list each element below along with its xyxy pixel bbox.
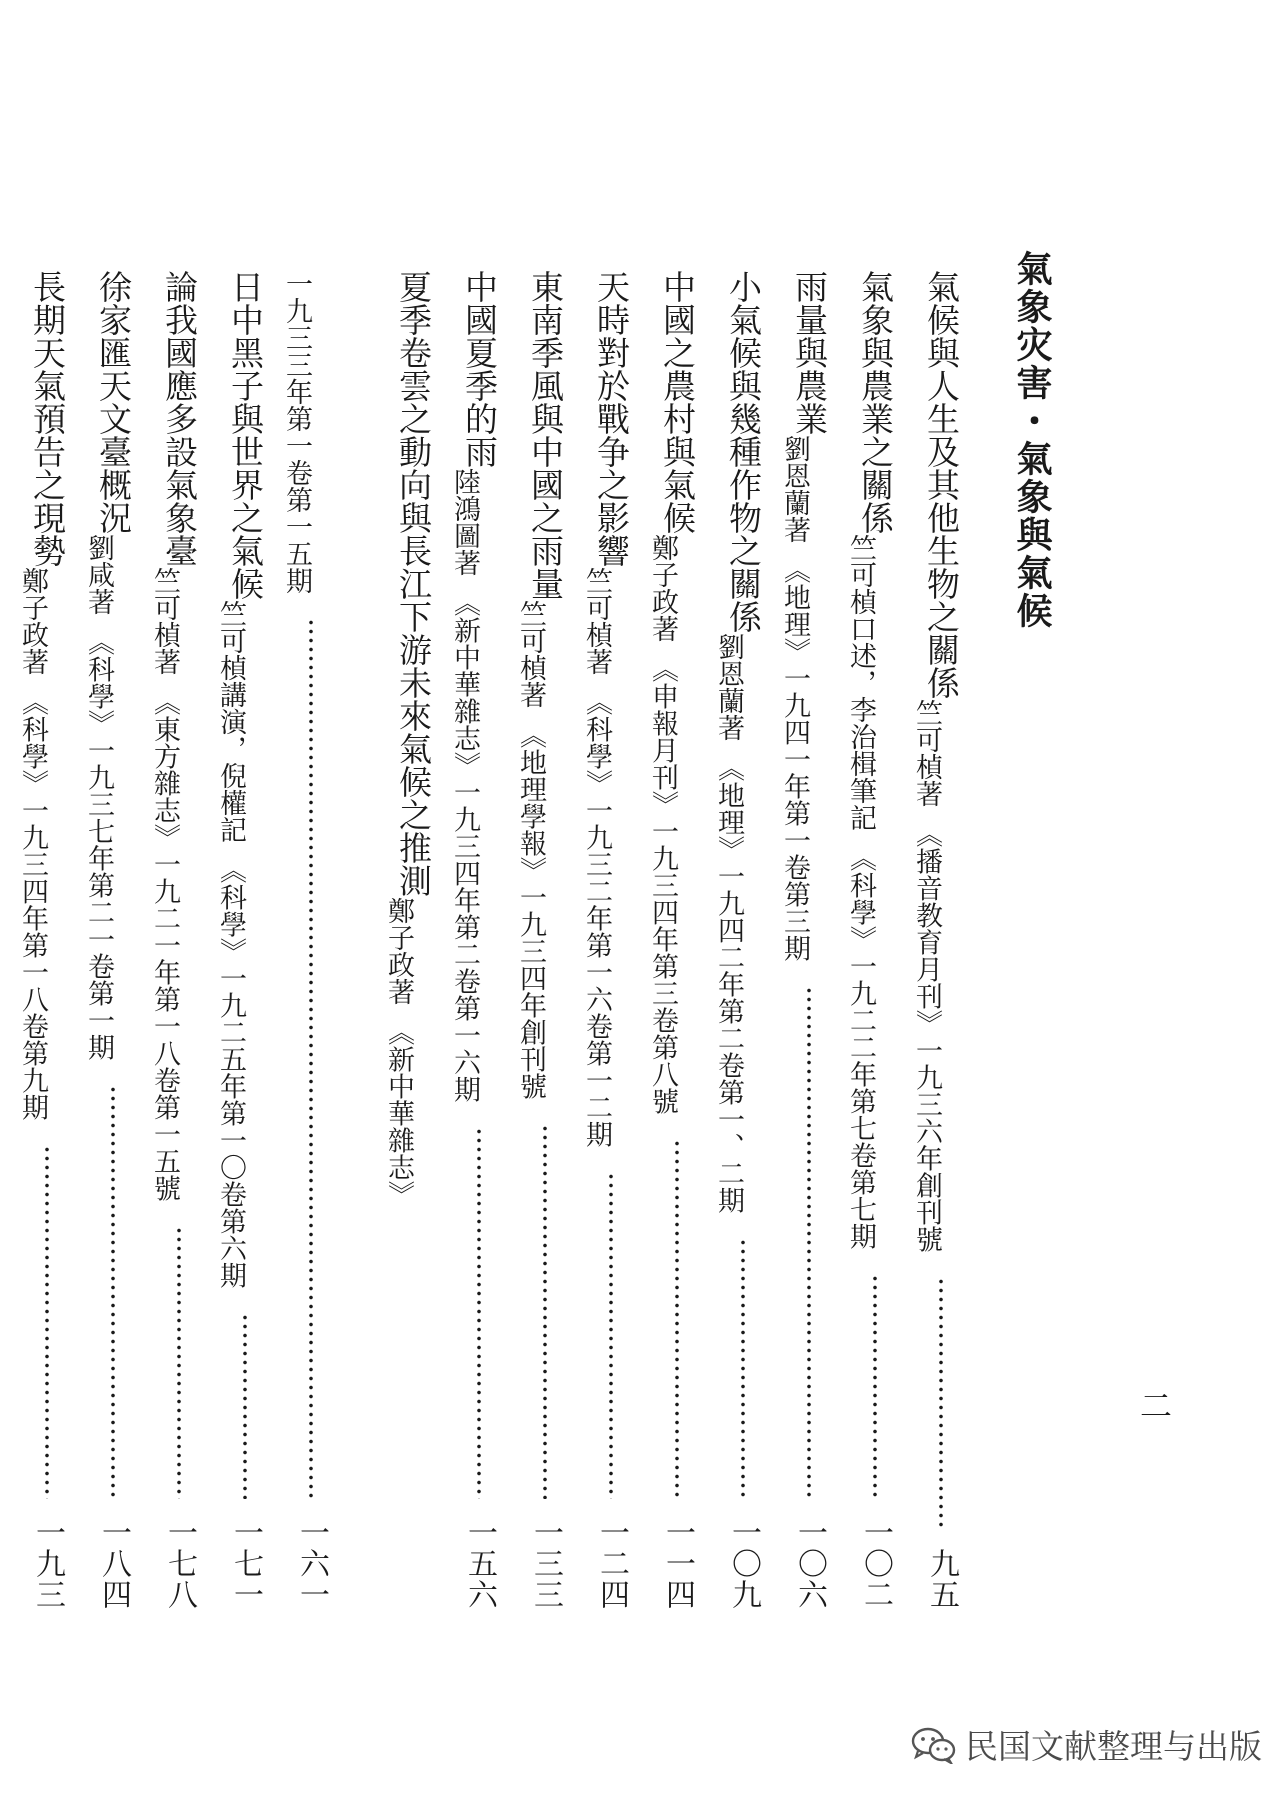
entry-title: 徐家匯天文臺概況	[94, 270, 133, 534]
entry-page: 一八四	[96, 1517, 131, 1610]
entry-page: 一七八	[162, 1517, 197, 1610]
entry-title: 長期天氣預告之現勢	[28, 270, 67, 567]
dot-leader	[278, 618, 344, 1499]
toc-entry	[212, 270, 278, 1610]
toc-entry	[512, 270, 578, 1610]
dot-leader	[710, 1238, 776, 1500]
entry-title: 天時對於戰争之影響	[592, 270, 631, 567]
entry-byline: 鄭子政著 《科學》一九三四年第一八卷第九期	[17, 567, 48, 1121]
entry-page: 一五六	[462, 1517, 497, 1610]
toc-entry	[146, 270, 212, 1610]
entry-page: 一七一	[228, 1517, 263, 1610]
dot-leader	[212, 1313, 278, 1500]
entry-byline: 竺可楨著 《科學》一九三二年第一六卷第一二期	[581, 567, 612, 1148]
entry-byline: 一九三三年第一卷第一五期	[281, 270, 312, 594]
entry-page: 一二四	[594, 1517, 629, 1610]
toc-entry	[776, 270, 842, 1610]
entry-page: 一〇二	[858, 1517, 893, 1610]
entry-title: 氣象與農業之關係	[856, 270, 895, 534]
entry-byline: 竺可楨講演，倪權記 《科學》一九二五年第一〇卷第六期	[215, 600, 246, 1289]
entry-page: 一一四	[660, 1517, 695, 1610]
entry-page: 一〇六	[792, 1517, 827, 1610]
dot-leader	[644, 1139, 710, 1500]
toc-entry	[908, 270, 974, 1610]
dot-leader	[512, 1124, 578, 1500]
entry-title: 夏季卷雲之動向與長江下游未來氣候之推測	[394, 270, 433, 897]
entry-byline: 劉恩蘭著 《地理》一九四二年第二卷第一、二期	[713, 633, 744, 1214]
entry-title: 小氣候與幾種作物之關係	[724, 270, 763, 633]
entry-page: 九五	[924, 1548, 959, 1610]
dot-leader	[842, 1274, 908, 1500]
dot-leader	[146, 1226, 212, 1500]
entry-title: 中國之農村與氣候	[658, 270, 697, 534]
toc-entry	[380, 270, 446, 1610]
entry-byline: 劉恩蘭著 《地理》一九四一年第一卷第三期	[779, 435, 810, 962]
dot-leader	[776, 986, 842, 1500]
toc-entry	[446, 270, 512, 1610]
watermark	[911, 1721, 1262, 1768]
toc-entry	[644, 270, 710, 1610]
dot-leader	[908, 1277, 974, 1531]
entry-byline: 竺可楨口述，李治楫筆記 《科學》一九二二年第七卷第七期	[845, 534, 876, 1250]
entry-title: 日中黑子與世界之氣候	[226, 270, 265, 600]
entry-title: 氣候與人生及其他生物之關係	[922, 270, 961, 699]
toc-entry	[842, 270, 908, 1610]
entry-page: 一六一	[294, 1517, 329, 1610]
entry-title: 東南季風與中國之雨量	[526, 270, 565, 600]
dot-leader	[14, 1145, 80, 1500]
dot-leader	[80, 1085, 146, 1500]
entry-byline: 鄭子政著 《申報月刊》一九三四年第三卷第八號	[647, 534, 678, 1115]
dot-leader	[578, 1172, 644, 1500]
entry-byline: 劉咸著 《科學》一九三七年第二一卷第一期	[83, 534, 114, 1061]
entry-byline: 竺可楨著 《地理學報》一九三四年創刊號	[515, 600, 546, 1100]
toc-entry-continuation	[278, 270, 380, 1610]
entry-title: 雨量與農業	[790, 270, 829, 435]
entry-byline: 陸鴻圖著 《新中華雜志》一九三四年第二卷第一六期	[449, 468, 480, 1103]
page-title: 氣象灾害・氣象與氣候	[1011, 250, 1053, 630]
entry-page: 一九三	[30, 1517, 65, 1610]
page-number: 二	[1140, 1387, 1173, 1425]
watermark-text: 民国文献整理与出版	[965, 1727, 1262, 1766]
entry-byline: 鄭子政著 《新中華雜志》	[383, 897, 414, 1208]
entry-title: 論我國應多設氣象臺	[160, 270, 199, 567]
toc-entry	[710, 270, 776, 1610]
toc-entry	[578, 270, 644, 1610]
dot-leader	[446, 1127, 512, 1500]
entry-byline: 竺可楨著 《播音教育月刊》一九三六年創刊號	[911, 699, 942, 1253]
entry-page: 一〇九	[726, 1517, 761, 1610]
wechat-icon	[911, 1726, 957, 1764]
table-of-contents	[17, 270, 974, 1610]
entry-page: 一三三	[528, 1517, 563, 1610]
entry-title: 中國夏季的雨	[460, 270, 499, 468]
toc-entry	[80, 270, 146, 1610]
toc-entry	[14, 270, 80, 1610]
entry-byline: 竺可楨著 《東方雜志》一九二一年第一八卷第一五號	[149, 567, 180, 1202]
